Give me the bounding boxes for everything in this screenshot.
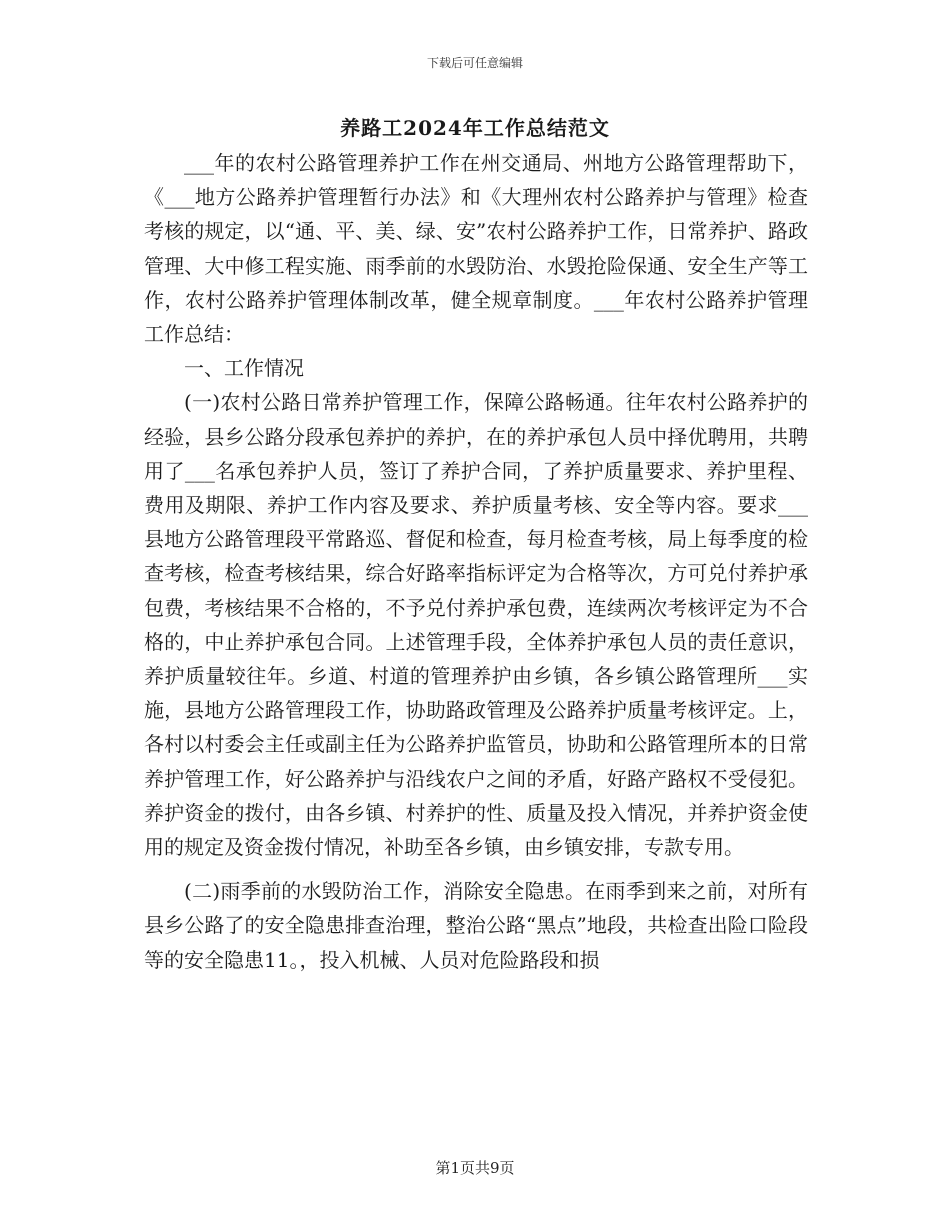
header-note: 下载后可任意编辑 [426, 56, 523, 70]
document-title: 养路工2024年工作总结范文 [340, 116, 610, 140]
paragraph-section-heading: 一、工作情况 [184, 356, 304, 381]
paragraph-intro: ___年的农村公路管理养护工作在州交通局、州地方公路管理帮助下，《___地方公路养护管理暂行办法》和《大理州农村公路养护与管理》检查考核的规定，以“通、平、美、绿、安”农村公路养护工作，日常养护、路政管理、大中修工程实施、雨季前的水毁防治、水毁抢险保通、安全生产等工作，农村公路养护管理体制改革，健全规章制度。___年农村公路养护管理工作总结： [144, 151, 808, 347]
page-number: 第1页共9页 [435, 1159, 515, 1177]
paragraph-daily-maintenance: (一)农村公路日常养护管理工作，保障公路畅通。往年农村公路养护的经验，县乡公路分段承包养护的养护，在的养护承包人员中择优聘用，共聘用了___名承包养护人员，签订了养护合同，了养护质量要求、养护里程、费用及期限、养护工作内容及要求、养护质量考核、安全等内容。要求___县地方公路管理段平常路巡、督促和检查，每月检查考核，局上每季度的检查考核，检查考核结果，综合好路率指标评定为合格等次，方可兑付养护承包费，考核结果不合格的，不予兑付养护承包费，连续两次考核评定为不合格的，中止养护承包合同。上述管理手段，全体养护承包人员的责任意识，养护质量较往年。乡道、村道的管理养护由乡镇，各乡镇公路管理所___实施，县地方公路管理段工作，协助路政管理及公路养护质量考核评定。上，各村以村委会主任或副主任为公路养护监管员，协助和公路管理所本的日常养护管理工作，好公路养护与沿线农户之间的矛盾，好路产路权不受侵犯。养护资金的拨付，由各乡镇、村养护的性、质量及投入情况，并养护资金使用的规定及资金拨付情况，补助至各乡镇，由乡镇安排，专款专用。 [144, 390, 808, 860]
paragraph-flood-prevention: (二)雨季前的水毁防治工作，消除安全隐患。在雨季到来之前，对所有县乡公路了的安全隐患排查治理，整治公路“黑点”地段，共检查出险口险段等的安全隐患11。，投入机械、人员对危险路段和损 [144, 879, 808, 972]
document-body [144, 146, 808, 977]
